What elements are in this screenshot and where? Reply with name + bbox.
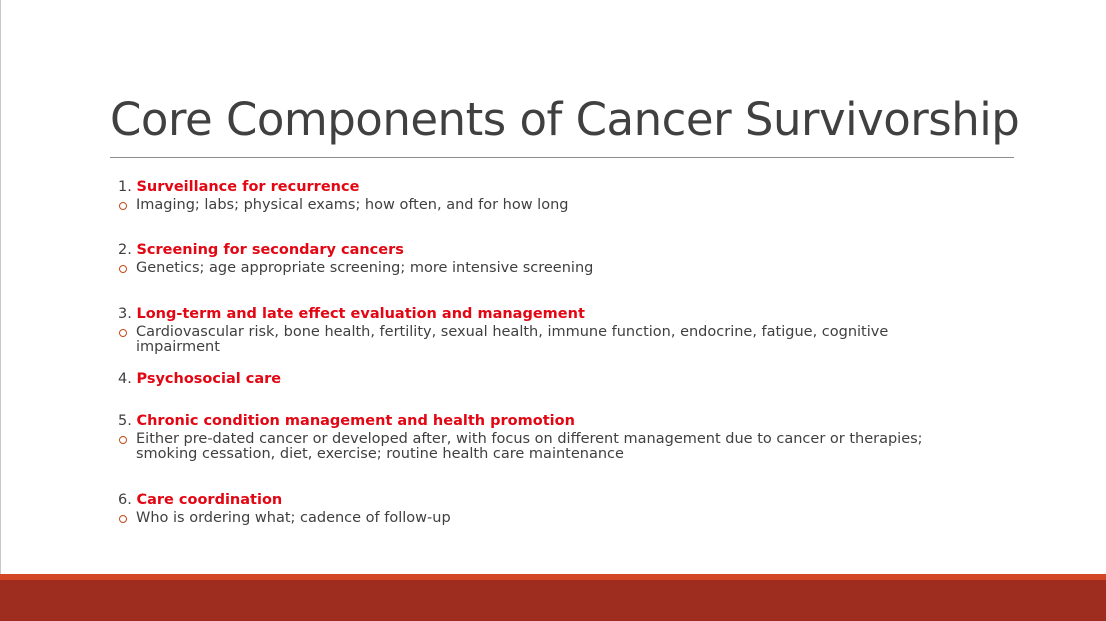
list-item-detail-text: Who is ordering what; cadence of follow-up (136, 510, 451, 526)
list-item-detail (118, 432, 966, 462)
list-item-detail-text: Cardiovascular risk, bone health, fertility, sexual health, immune function, endocrine, fatigue, cognitive impairment (136, 324, 889, 355)
list-item-detail (118, 511, 966, 526)
list-item-number: 2. (118, 242, 132, 258)
list-item-number: 5. (118, 413, 132, 429)
list-item-surveillance (118, 179, 966, 213)
list-item-number: 1. (118, 179, 132, 195)
list-item-label: Psychosocial care (136, 371, 282, 387)
list-item-psychosocial (118, 371, 281, 387)
circle-bullet-icon (119, 202, 127, 210)
list-item-heading (118, 413, 966, 429)
list-item-late-effects (118, 306, 966, 355)
list-item-chronic-condition (118, 413, 966, 462)
list-item-heading (118, 371, 281, 387)
circle-bullet-icon (119, 265, 127, 273)
list-item-label: Surveillance for recurrence (136, 179, 360, 195)
list-item-heading (118, 492, 966, 508)
title-underline (110, 157, 1014, 158)
list-item-number: 6. (118, 492, 132, 508)
list-item-number: 4. (118, 371, 132, 387)
list-item-detail (118, 198, 966, 213)
list-item-label: Chronic condition management and health promotion (136, 413, 575, 429)
list-item-heading (118, 179, 966, 195)
list-item-label: Long-term and late effect evaluation and management (136, 306, 585, 322)
list-item-number: 3. (118, 306, 132, 322)
list-item-detail-text: Either pre-dated cancer or developed after, with focus on different management due to cancer or therapies; smoking cessation, diet, exercise; routine health care maintenance (136, 431, 923, 462)
slide-title: Core Components of Cancer Survivorship (110, 93, 1020, 146)
footer-band (0, 580, 1106, 621)
list-item-detail (118, 261, 966, 276)
list-item-heading (118, 306, 966, 322)
circle-bullet-icon (119, 515, 127, 523)
circle-bullet-icon (119, 329, 127, 337)
slide-left-border (0, 0, 1, 621)
list-item-detail-text: Genetics; age appropriate screening; more intensive screening (136, 260, 594, 276)
list-item-heading (118, 242, 966, 258)
list-item-label: Screening for secondary cancers (136, 242, 404, 258)
circle-bullet-icon (119, 436, 127, 444)
list-item-label: Care coordination (136, 492, 283, 508)
list-item-detail-text: Imaging; labs; physical exams; how often, and for how long (136, 197, 569, 213)
list-item-care-coordination (118, 492, 966, 526)
list-item-screening (118, 242, 966, 276)
list-item-detail (118, 325, 966, 355)
